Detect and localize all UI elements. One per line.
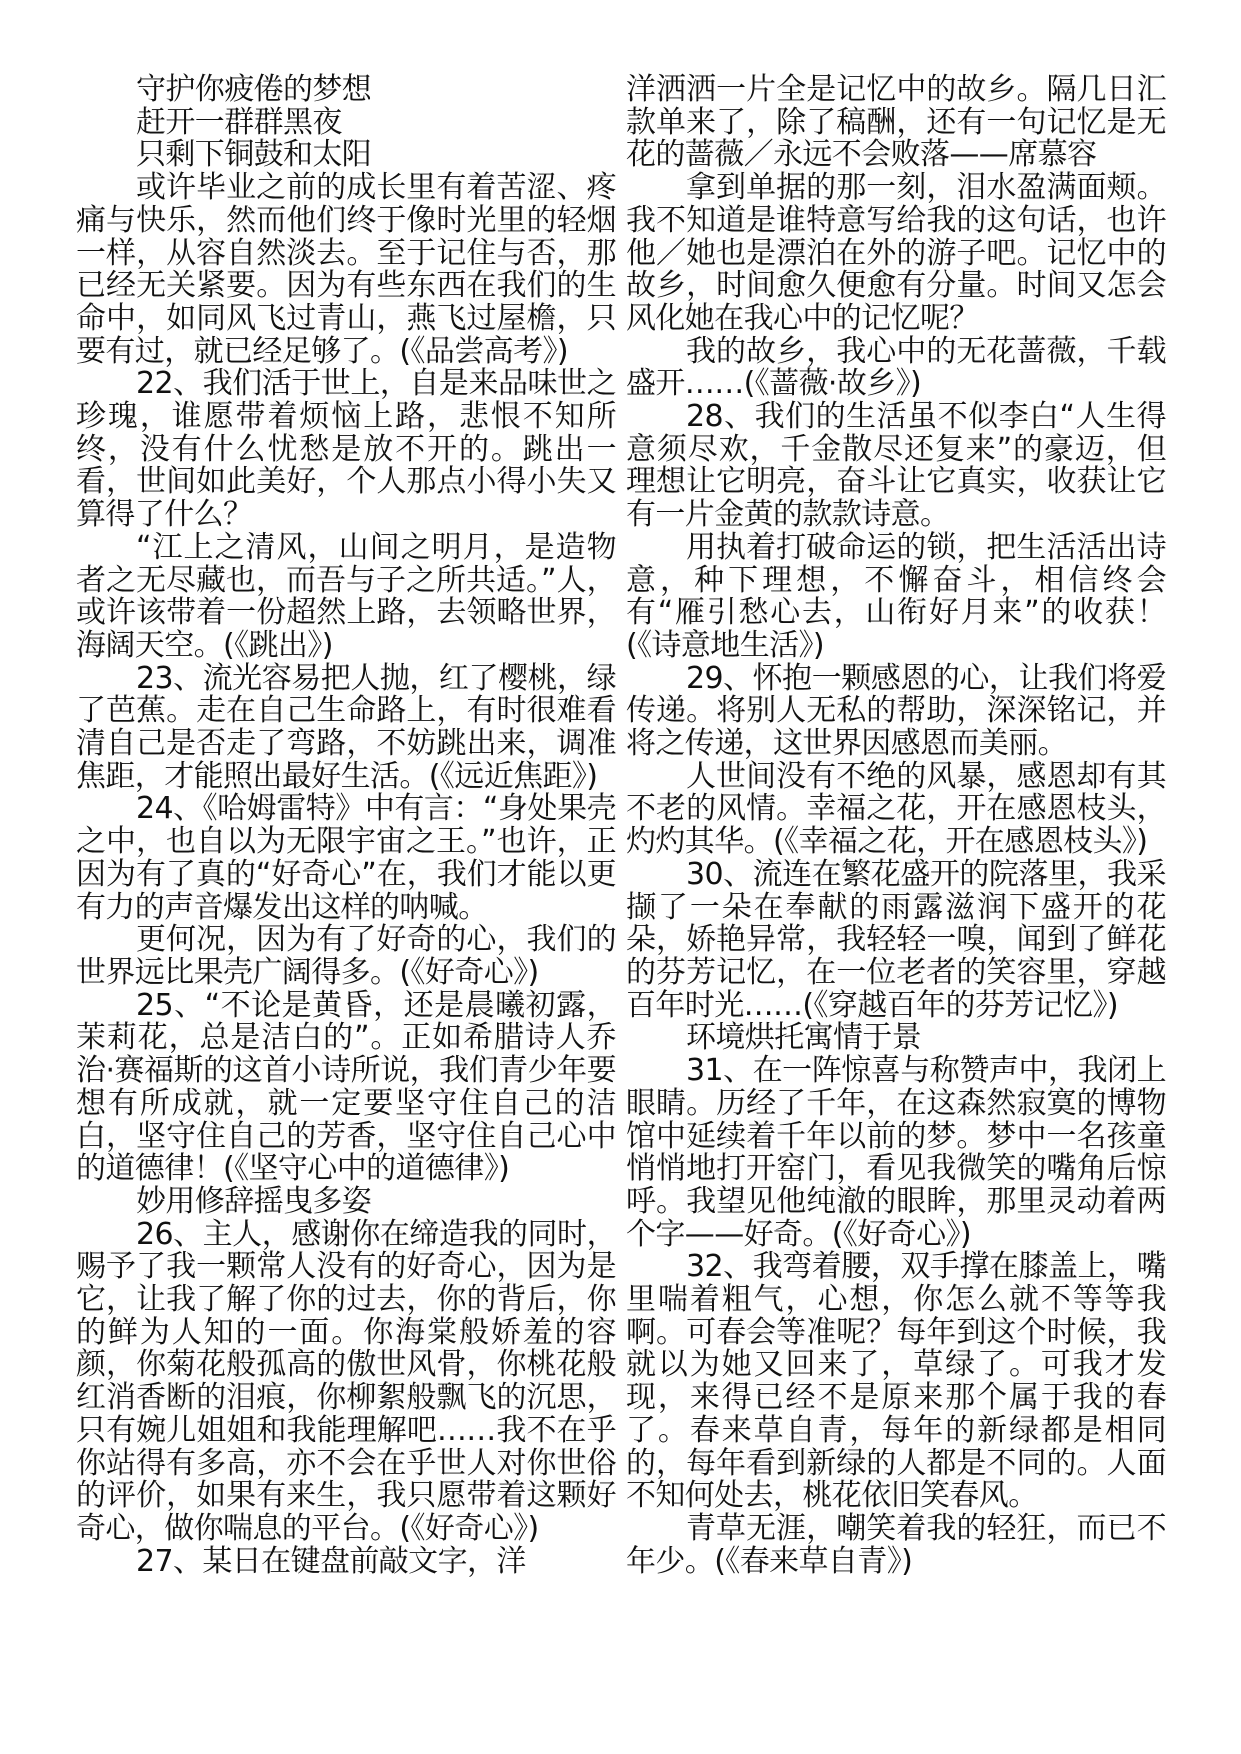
paragraph: 23、流光容易把人抛，红了樱桃，绿了芭蕉。走在自己生命路上，有时很难看清自己是否走了弯路，不妨跳出来，调准焦距，才能照出最好生活。(《远近焦距》) bbox=[76, 660, 616, 794]
section-heading: 环境烘托寓情于景 bbox=[686, 1020, 922, 1056]
paragraph: 25、“不论是黄昏，还是晨曦初露，茉莉花，总是洁白的”。正如希腊诗人乔治·赛福斯的这首小诗所说，我们青少年要想有所成就，就一定要坚守住自己的洁白，坚守住自己的芳香，坚守住自己心中的道德律！(《坚守心中的道德律》) bbox=[76, 987, 616, 1187]
paragraph: “江上之清风，山间之明月，是造物者之无尽藏也，而吾与子之所共适。”人，或许该带着一份超然上路，去领略世界，海阔天空。(《跳出》) bbox=[76, 529, 616, 663]
paragraph: 我的故乡，我心中的无花蔷薇，千载盛开……(《蔷薇·故乡》) bbox=[626, 333, 1166, 402]
paragraph: 24、《哈姆雷特》中有言：“身处果壳之中，也自以为无限宇宙之王。”也许，正因为有了真的“好奇心”在，我们才能以更有力的声音爆发出这样的呐喊。 bbox=[76, 791, 616, 925]
paragraph: 人世间没有不绝的风暴，感恩却有其不老的风情。幸福之花，开在感恩枝头，灼灼其华。(《幸福之花，开在感恩枝头》) bbox=[626, 758, 1166, 860]
paragraph: 26、主人，感谢你在缔造我的同时，赐予了我一颗常人没有的好奇心，因为是它，让我了解了你的过去，你的背后，你的鲜为人知的一面。你海棠般娇羞的容颜，你菊花般孤高的傲世风骨，你桃花般红消香断的泪痕，你柳絮般飘飞的沉思，只有婉儿姐姐和我能理解吧……我不在乎你站得有多高，亦不会在乎世人对你世俗的评价，如果有来生，我只愿带着这颗好奇心，做你喘息的平台。(《好奇心》) bbox=[76, 1216, 616, 1546]
poem-line: 赶开一群群黑夜 bbox=[136, 104, 342, 140]
paragraph: 青草无涯，嘲笑着我的轻狂，而已不年少。(《春来草自青》) bbox=[626, 1510, 1166, 1579]
paragraph: 32、我弯着腰，双手撑在膝盖上，嘴里喘着粗气，心想，你怎么就不等等我啊。可春会等准呢？每年到这个时候，我就以为她又回来了，草绿了。可我才发现，来得已经不是原来那个属于我的春了。春来草自青，每年的新绿都是相同的，每年看到新绿的人都是不同的。人面不知何处去，桃花依旧笑春风。 bbox=[626, 1249, 1166, 1514]
paragraph: 用执着打破命运的锁，把生活活出诗意，种下理想，不懈奋斗，相信终会有“雁引愁心去，山衔好月来”的收获！(《诗意地生活》) bbox=[626, 529, 1166, 663]
paragraph: 更何况，因为有了好奇的心，我们的世界远比果壳广阔得多。(《好奇心》) bbox=[76, 922, 616, 990]
paragraph: 31、在一阵惊喜与称赞声中，我闭上眼睛。历经了千年，在这森然寂寞的博物馆中延续着千年以前的梦。梦中一名孩童悄悄地打开窑门，看见我微笑的嘴角后惊呼。我望见他纯澈的眼眸，那里灵动着两个字——好奇。(《好奇心》) bbox=[626, 1053, 1166, 1252]
paragraph: 拿到单据的那一刻，泪水盈满面颊。我不知道是谁特意写给我的这句话，也许他／她也是漂泊在外的游子吧。记忆中的故乡，时间愈久便愈有分量。时间又怎会风化她在我心中的记忆呢？ bbox=[626, 170, 1166, 336]
paragraph: 22、我们活于世上，自是来品味世之珍瑰，谁愿带着烦恼上路，悲恨不知所终，没有什么忧愁是放不开的。跳出一看，世间如此美好，个人那点小得小失又算得了什么？ bbox=[76, 366, 616, 533]
paragraph: 洋洒洒一片全是记忆中的故乡。隔几日汇款单来了，除了稿酬，还有一句记忆是无花的蔷薇／永远不会败落——席慕容 bbox=[626, 72, 1166, 173]
paragraph: 27、某日在键盘前敲文字，洋 bbox=[136, 1543, 526, 1579]
paragraph: 30、流连在繁花盛开的院落里，我采撷了一朵在奉献的雨露滋润下盛开的花朵，娇艳异常，我轻轻一嗅，闻到了鲜花的芬芳记忆，在一位老者的笑容里，穿越百年时光……(《穿越百年的芬芳记忆》) bbox=[626, 856, 1166, 1023]
poem-line: 只剩下铜鼓和太阳 bbox=[136, 137, 372, 173]
paragraph: 或许毕业之前的成长里有着苦涩、疼痛与快乐，然而他们终于像时光里的轻烟一样，从容自然淡去。至于记住与否，那已经无关紧要。因为有些东西在我们的生命中，如同风飞过青山，燕飞过屋檐，只要有过，就已经足够了。(《品尝高考》) bbox=[76, 170, 616, 369]
left-column bbox=[76, 74, 616, 1578]
paragraph: 29、怀抱一颗感恩的心，让我们将爱传递。将别人无私的帮助，深深铭记，并将之传递，这世界因感恩而美丽。 bbox=[626, 660, 1166, 762]
paragraph: 28、我们的生活虽不似李白“人生得意须尽欢，千金散尽还复来”的豪迈，但理想让它明亮，奋斗让它真实，收获让它有一片金黄的款款诗意。 bbox=[626, 399, 1166, 533]
section-heading: 妙用修辞摇曳多姿 bbox=[136, 1183, 372, 1219]
poem-line: 守护你疲倦的梦想 bbox=[136, 72, 372, 107]
right-column bbox=[626, 74, 1166, 1578]
